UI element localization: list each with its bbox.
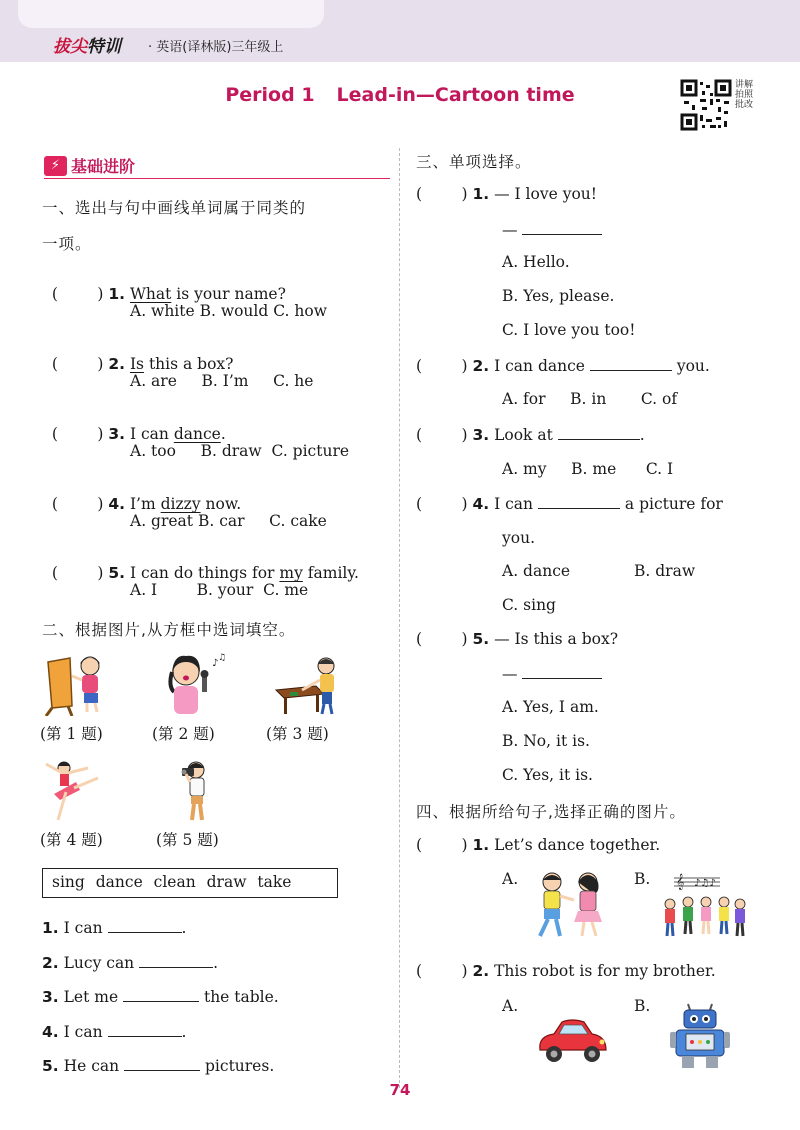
answer-blank[interactable]: [123, 987, 199, 1002]
part3-q3-options: A. my B. me C. I: [502, 460, 674, 478]
part1-options-5: A. I B. your C. me: [130, 581, 309, 599]
page-title: Period 1 Lead-in—Cartoon time: [225, 84, 575, 106]
answer-bracket[interactable]: ( ): [416, 185, 468, 203]
picture-caption-2: (第 2 题): [152, 725, 215, 743]
header-tab: [18, 0, 324, 28]
part3-q5-option-c: C. Yes, it is.: [502, 766, 593, 784]
part1-options-4: A. great B. car C. cake: [130, 512, 327, 530]
answer-bracket[interactable]: ( ): [416, 357, 468, 375]
picture-caption-3: (第 3 题): [266, 725, 329, 743]
answer-bracket[interactable]: ( ): [51, 495, 104, 513]
section-underline: [44, 178, 390, 179]
part4-q1-option-a-label: A.: [502, 870, 519, 888]
two-kids-dancing-picture[interactable]: [530, 870, 610, 940]
part1-question-4: ( ) 4. I’m dizzy now.: [51, 495, 242, 513]
runner-icon: ⚡: [44, 156, 67, 176]
answer-blank[interactable]: [108, 918, 182, 933]
section-badge-label: 基础进阶: [71, 157, 136, 176]
toy-car-picture[interactable]: [534, 1014, 610, 1068]
part1-question-3: ( ) 3. I can dance.: [51, 425, 226, 443]
svg-text:♪♫♪: ♪♫♪: [694, 878, 716, 889]
column-divider: [399, 148, 400, 1088]
part1-question-5: ( ) 5. I can do things for my family.: [51, 564, 359, 582]
part2-item-2: 2. Lucy can .: [42, 954, 219, 972]
answer-blank[interactable]: [538, 494, 620, 509]
answer-blank[interactable]: [590, 356, 672, 371]
series-subtitle: · 英语(译林版)三年级上: [148, 40, 284, 55]
answer-blank[interactable]: [522, 664, 602, 679]
part1-options-3: A. too B. draw C. picture: [130, 442, 350, 460]
svg-text:♪: ♪: [212, 658, 219, 669]
answer-blank[interactable]: [522, 220, 602, 235]
part3-answer-line-1: —: [502, 220, 602, 239]
part4-question-2: ( ) 2. This robot is for my brother.: [416, 962, 716, 980]
part3-answer-line-5: —: [502, 664, 602, 683]
part3-question-5: ( ) 5. — Is this a box?: [416, 630, 619, 648]
svg-text:𝄞: 𝄞: [676, 874, 685, 890]
part3-q4-option-b: B. draw: [634, 562, 696, 580]
part3-q4-continued: you.: [502, 529, 535, 547]
robot-toy-picture[interactable]: [668, 1002, 732, 1070]
answer-bracket[interactable]: ( ): [51, 564, 104, 582]
qr-code-icon[interactable]: [680, 79, 732, 131]
answer-blank[interactable]: [558, 425, 640, 440]
girl-painting-picture: [42, 652, 112, 716]
part2-item-5: 5. He can pictures.: [42, 1057, 275, 1075]
part3-q5-option-a: A. Yes, I am.: [502, 698, 599, 716]
answer-bracket[interactable]: ( ): [51, 425, 104, 443]
answer-blank[interactable]: [108, 1022, 182, 1037]
part4-q2-option-a-label: A.: [502, 997, 519, 1015]
answer-bracket[interactable]: ( ): [51, 355, 104, 373]
part3-question-3: ( ) 3. Look at .: [416, 426, 645, 444]
part1-question-2: ( ) 2. Is this a box?: [51, 355, 234, 373]
answer-bracket[interactable]: ( ): [416, 962, 468, 980]
part1-question-1: ( ) 1. What is your name?: [51, 285, 286, 303]
part2-heading: 二、根据图片,从方框中选词填空。: [42, 621, 296, 639]
part3-q1-option-b: B. Yes, please.: [502, 287, 615, 305]
part1-heading-line1: 一、选出与句中画线单词属于同类的: [42, 199, 307, 217]
answer-bracket[interactable]: ( ): [416, 630, 468, 648]
part1-options-2: A. are B. I’m C. he: [130, 372, 314, 390]
page-number: 74: [389, 1081, 411, 1099]
girl-dancing-picture: [40, 758, 110, 822]
answer-bracket[interactable]: ( ): [51, 285, 104, 303]
section-badge: [44, 154, 135, 177]
picture-caption-5: (第 5 题): [156, 831, 219, 849]
part3-q2-options: A. for B. in C. of: [502, 390, 678, 408]
part3-q4-option-a: A. dance: [502, 562, 571, 580]
part4-q1-option-b-label: B.: [634, 870, 651, 888]
answer-bracket[interactable]: ( ): [416, 495, 468, 513]
part3-question-4: ( ) 4. I can a picture for: [416, 495, 723, 513]
part1-options-1: A. white B. would C. how: [130, 302, 327, 320]
part3-q4-option-c: C. sing: [502, 596, 556, 614]
part2-item-3: 3. Let me the table.: [42, 988, 279, 1006]
part2-item-1: 1. I can .: [42, 919, 187, 937]
svg-text:♫: ♫: [218, 653, 226, 663]
part2-item-4: 4. I can .: [42, 1023, 187, 1041]
part4-heading: 四、根据所给句子,选择正确的图片。: [416, 803, 686, 821]
boy-cleaning-table-picture: [272, 652, 342, 716]
part3-heading: 三、单项选择。: [416, 153, 532, 171]
part3-question-1: ( ) 1. — I love you!: [416, 185, 598, 203]
part3-question-2: ( ) 2. I can dance you.: [416, 357, 710, 375]
part3-q5-option-b: B. No, it is.: [502, 732, 590, 750]
part4-question-1: ( ) 1. Let’s dance together.: [416, 836, 661, 854]
answer-blank[interactable]: [139, 953, 213, 968]
part3-q1-option-a: A. Hello.: [502, 253, 570, 271]
part1-heading-line2: 一项。: [42, 235, 92, 253]
group-singing-picture[interactable]: [660, 872, 748, 938]
part3-q1-option-c: C. I love you too!: [502, 321, 636, 339]
answer-blank[interactable]: [124, 1056, 200, 1071]
girl-singing-picture: [156, 652, 226, 716]
picture-caption-4: (第 4 题): [40, 831, 103, 849]
answer-bracket[interactable]: ( ): [416, 426, 468, 444]
picture-caption-1: (第 1 题): [40, 725, 103, 743]
word-bank-box: sing dance clean draw take: [42, 868, 338, 898]
qr-caption: 讲解拍照批改: [735, 80, 754, 110]
answer-bracket[interactable]: ( ): [416, 836, 468, 854]
part4-q2-option-b-label: B.: [634, 997, 651, 1015]
series-logo: 拔尖特训: [53, 37, 121, 57]
boy-taking-photo-picture: [160, 758, 230, 822]
